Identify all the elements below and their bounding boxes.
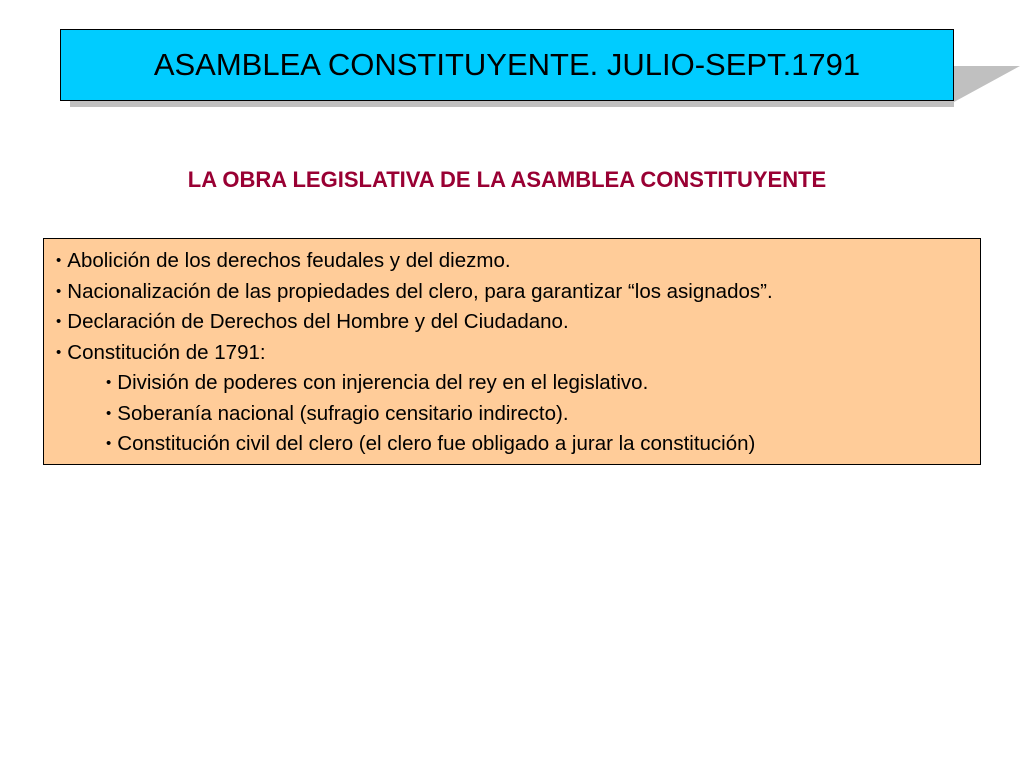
bullet-dot-icon: • xyxy=(56,252,62,269)
sub-bullet-item xyxy=(56,429,980,460)
bullet-text: Constitución civil del clero (el clero fue obligado a jurar la constitución) xyxy=(117,432,756,455)
bullet-item xyxy=(56,338,980,369)
bullet-text: Declaración de Derechos del Hombre y del Ciudadano. xyxy=(67,310,569,333)
bullet-dot-icon: • xyxy=(106,404,112,422)
bullet-text: Soberanía nacional (sufragio censitario indirecto). xyxy=(117,401,569,425)
slide-subtitle: LA OBRA LEGISLATIVA DE LA ASAMBLEA CONSTITUYENTE xyxy=(187,167,827,192)
bullet-dot-icon: • xyxy=(106,435,112,452)
bullet-text: Abolición de los derechos feudales y del diezmo. xyxy=(67,249,511,272)
bullet-dot-icon: • xyxy=(56,282,62,300)
bullet-item xyxy=(56,307,980,338)
slide-title: ASAMBLEA CONSTITUYENTE. JULIO-SEPT.1791 xyxy=(153,47,861,82)
bullet-item xyxy=(56,277,980,308)
bullet-text: Constitución de 1791: xyxy=(67,340,266,364)
sub-bullet-item xyxy=(56,368,980,399)
title-shadow-strip xyxy=(70,101,954,107)
bullet-text: Nacionalización de las propiedades del clero, para garantizar “los asignados”. xyxy=(67,279,773,303)
title-box xyxy=(60,29,954,101)
bullet-dot-icon: • xyxy=(56,343,62,361)
bullet-list xyxy=(56,246,980,460)
sub-bullet-item xyxy=(56,399,980,430)
bullet-dot-icon: • xyxy=(106,374,112,391)
bullet-item xyxy=(56,246,980,277)
bullet-text: División de poderes con injerencia del rey en el legislativo. xyxy=(117,371,649,394)
content-box xyxy=(43,238,981,465)
bullet-dot-icon: • xyxy=(56,313,62,330)
title-shadow-polygon xyxy=(954,66,1020,102)
